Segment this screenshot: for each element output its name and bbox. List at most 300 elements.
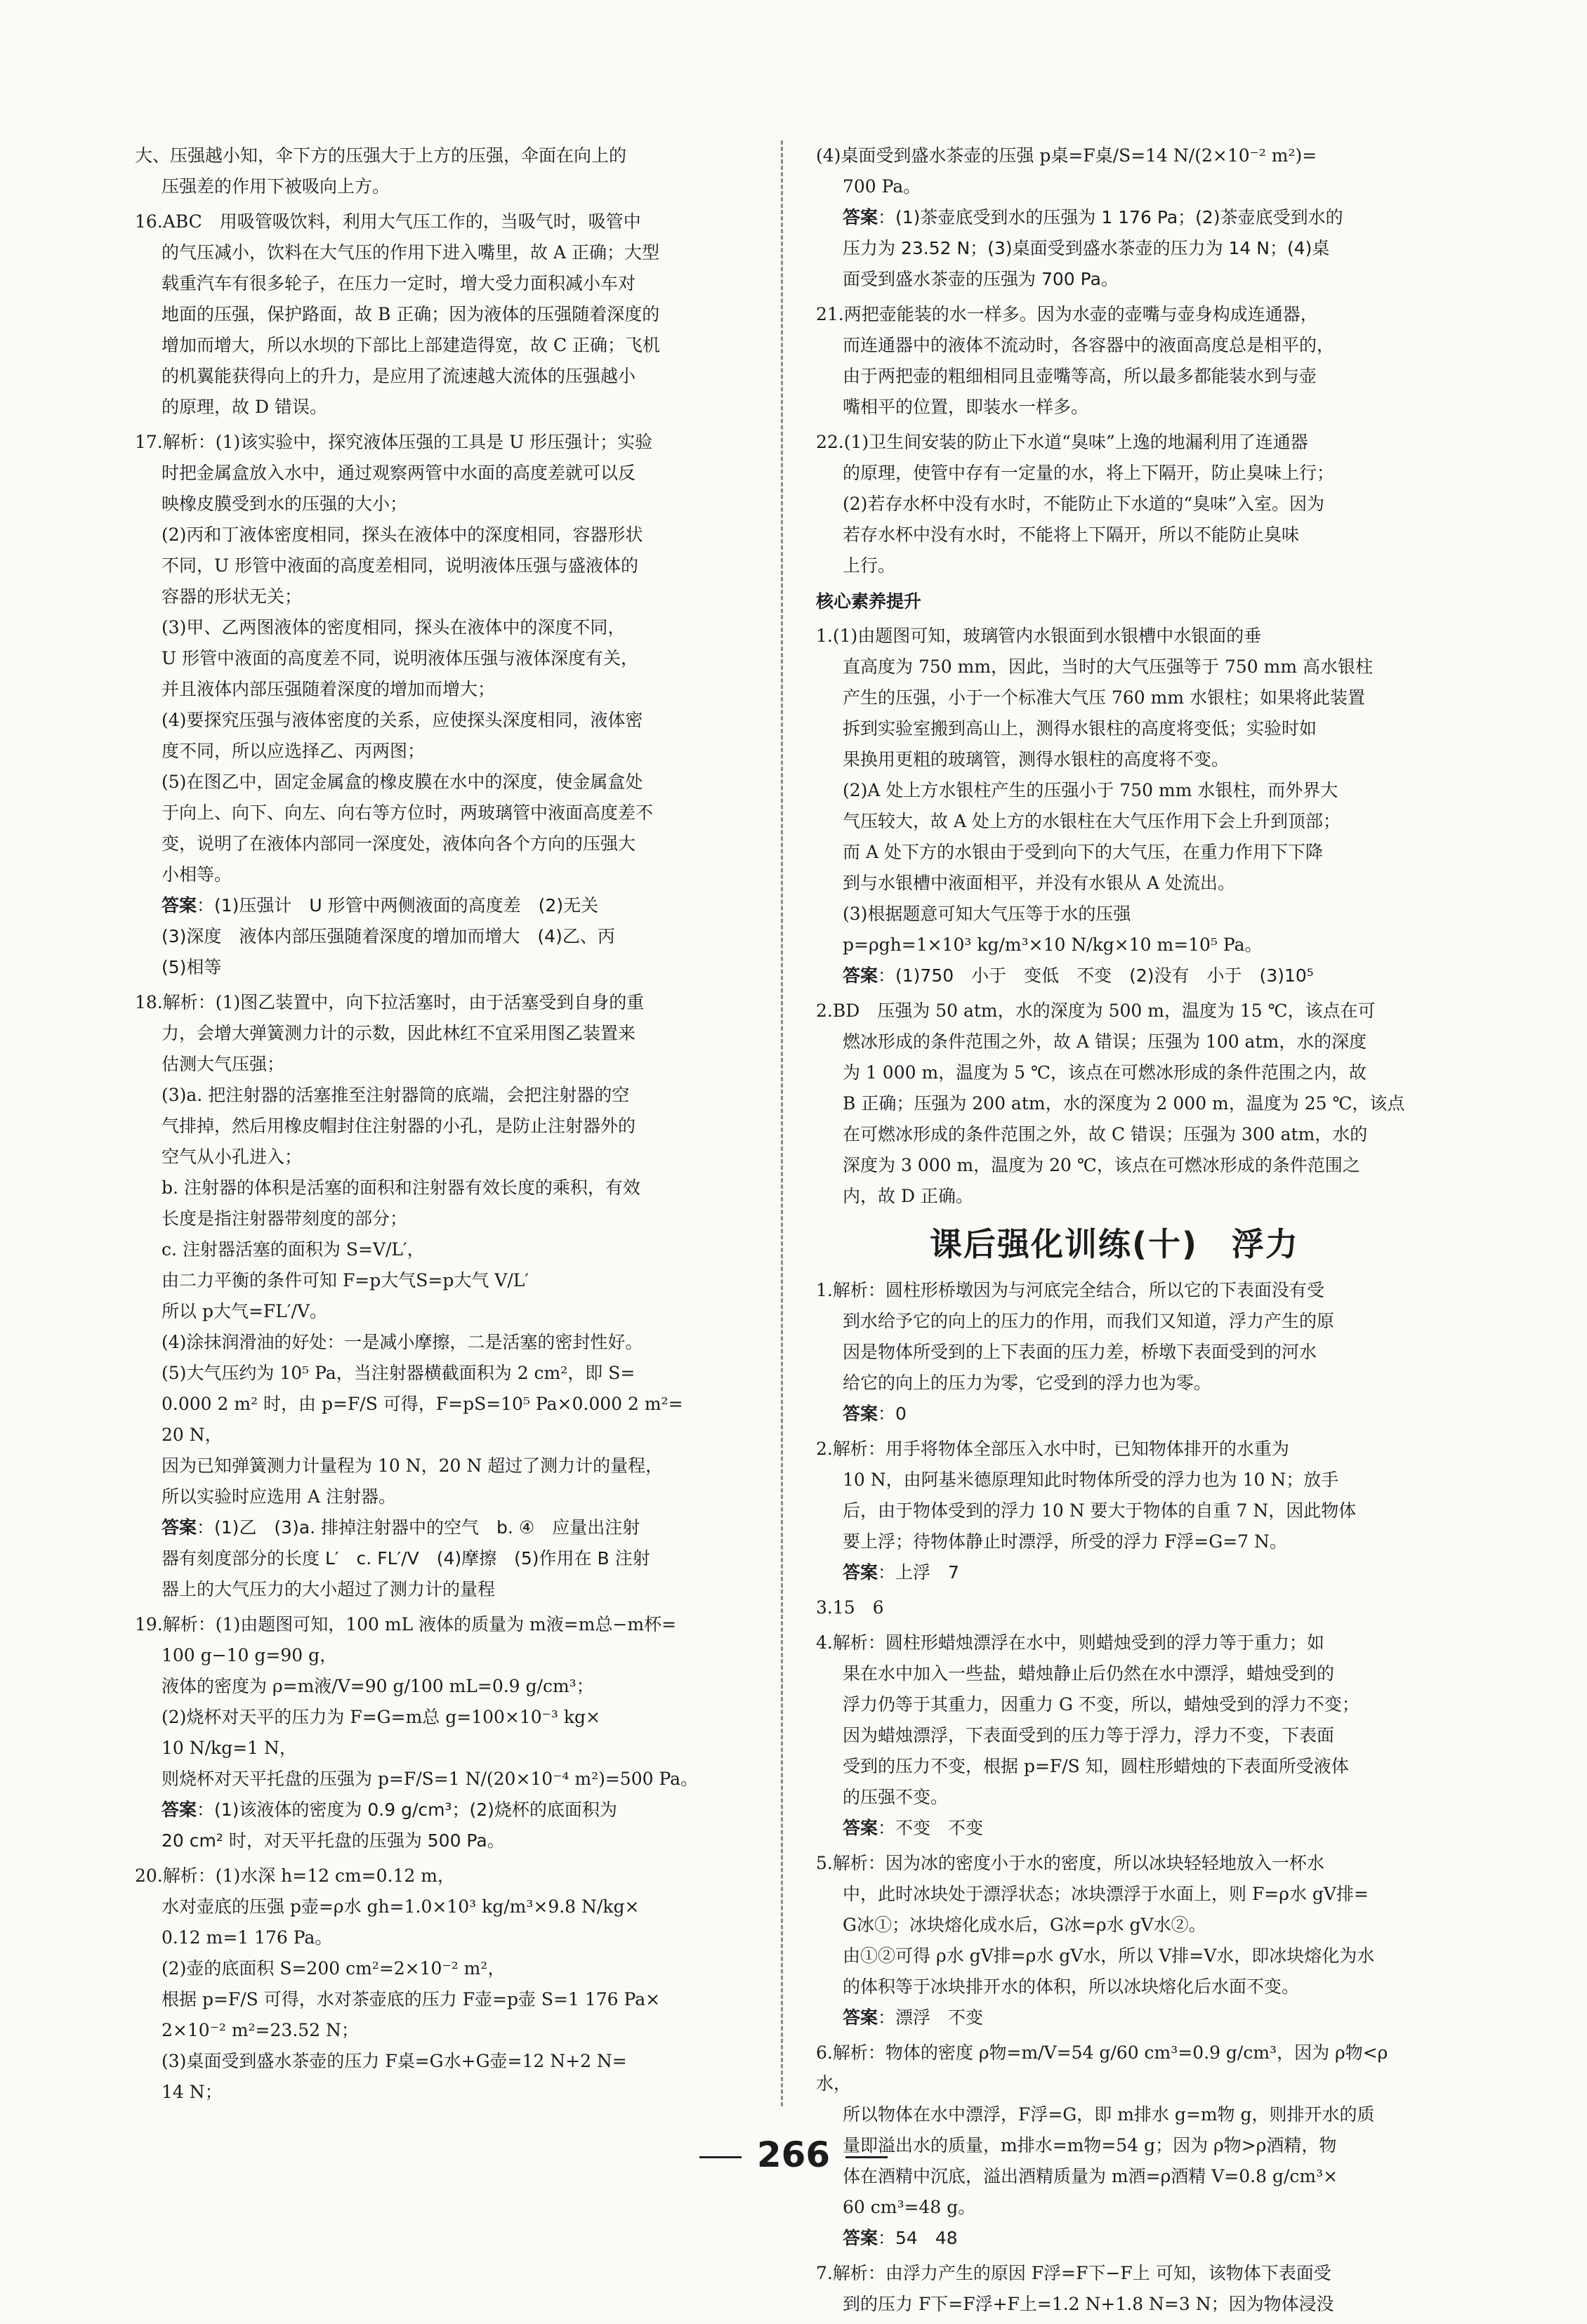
answer-line (135, 1543, 749, 1574)
answer-label: 答案 (843, 207, 878, 227)
line-text: 所以 p大气=FL′/V。 (162, 1301, 327, 1321)
line-text: 到的压力 F下=F浮+F上=1.2 N+1.8 N=3 N；因为物体浸没 (843, 2294, 1334, 2314)
item-number: 16. (135, 211, 163, 232)
line-text: 100 g−10 g=90 g， (162, 1645, 338, 1665)
answer-line (816, 202, 1413, 233)
dash-right (845, 2156, 888, 2158)
item-line (135, 987, 749, 1018)
line-text: 为 1 000 m，温度为 5 ℃，该点在可燃冰形成的条件范围之内，故 (843, 1062, 1367, 1083)
answer-line (135, 890, 749, 921)
item-line (816, 140, 1413, 171)
item-line (816, 652, 1413, 682)
line-text: 到水给予它的向上的压力的作用，而我们又知道，浮力产生的原 (843, 1311, 1335, 1331)
item-line (816, 361, 1413, 392)
line-text: 的原理，故 D 错误。 (162, 397, 327, 417)
answer-label: 答案 (843, 965, 878, 986)
item-line (816, 744, 1413, 775)
item-line (135, 489, 749, 520)
item-line (135, 674, 749, 705)
item-line (135, 1702, 749, 1733)
line-text: 因是物体所受到的上下表面的压力差，桥墩下表面受到的河水 (843, 1342, 1317, 1362)
right-core-block (816, 621, 1413, 1212)
line-text: 0.000 2 m² 时，由 p=F/S 可得，F=pS=10⁵ Pa×0.000 2 m²= (162, 1394, 683, 1414)
line-text: 14 N； (162, 2082, 223, 2102)
item-line (816, 868, 1413, 899)
line-text: 后，由于物体受到的浮力 10 N 要大于物体的自重 7 N，因此物体 (843, 1500, 1357, 1521)
answer-label: 答案 (843, 1562, 878, 1583)
answer-text: 器有刻度部分的长度 L′ c. FL′/V (4)摩擦 (5)作用在 B 注射 (162, 1548, 650, 1569)
item-line (816, 171, 1413, 202)
item-line (135, 612, 749, 643)
question-item (135, 1609, 749, 1856)
line-text: ：因为冰的密度小于水的密度，所以冰块轻轻地放入一杯水 (867, 1853, 1324, 1873)
answer-text: ：0 (878, 1404, 907, 1424)
analysis-label: 解析 (832, 1280, 868, 1300)
question-item (816, 299, 1413, 423)
answer-text: ：(1)茶壶底受到水的压强为 1 176 Pa；(2)茶壶底受到水的 (878, 207, 1343, 227)
line-text: ：物体的密度 ρ物=m/V=54 g/60 cm³=0.9 g/cm³，因为 ρ物<ρ水， (816, 2042, 1388, 2094)
item-line (816, 1848, 1413, 1879)
line-text: (4)涂抹润滑油的好处：一是减小摩擦，二是活塞的密封性好。 (162, 1332, 643, 1352)
item-number: 21. (816, 304, 844, 324)
line-text: 地面的压强，保护路面，故 B 正确；因为液体的压强随着深度的 (162, 304, 660, 324)
item-line (135, 427, 749, 458)
item-line (816, 621, 1413, 652)
item-line (816, 427, 1413, 458)
line-text: (3)桌面受到盛水茶壶的压力 F桌=G水+G壶=12 N+2 N= (162, 2051, 627, 2071)
item-line (816, 930, 1413, 960)
item-line (135, 1080, 749, 1111)
line-text: 度不同，所以应选择乙、丙两图； (162, 741, 426, 761)
question-item (135, 140, 749, 202)
line-text: 到与水银槽中液面相平，并没有水银从 A 处流出。 (843, 873, 1235, 893)
item-number: 4. (816, 1632, 833, 1653)
line-text: 直高度为 750 mm，因此，当时的大气压强等于 750 mm 高水银柱 (843, 656, 1373, 677)
line-text: 的机翼能获得向上的升力，是应用了流速越大流体的压强越小 (162, 366, 636, 386)
item-line (816, 489, 1413, 520)
answer-line (135, 1512, 749, 1543)
line-text: 液体的密度为 ρ=m液/V=90 g/100 mL=0.9 g/cm³； (162, 1676, 594, 1696)
item-line (816, 713, 1413, 744)
analysis-label: 解析 (162, 1614, 198, 1635)
item-line (135, 1733, 749, 1764)
line-text: 受到的压力不变，根据 p=F/S 知，圆柱形蜡烛的下表面所受液体 (843, 1756, 1349, 1776)
item-line (135, 1358, 749, 1389)
line-text: ：(1)图乙装置中，向下拉活塞时，由于活塞受到自身的重 (197, 992, 645, 1012)
right-top-block (816, 140, 1413, 581)
analysis-label: 解析 (832, 1632, 868, 1653)
answer-line (135, 1795, 749, 1825)
item-line (135, 1389, 749, 1420)
question-item (816, 1592, 1413, 1623)
item-line (816, 1628, 1413, 1658)
item-line (135, 1049, 749, 1080)
item-line (816, 1306, 1413, 1337)
line-text: 时把金属盒放入水中，通过观察两管中水面的高度差就可以反 (162, 463, 636, 483)
item-line (816, 2192, 1413, 2223)
item-line (135, 2046, 749, 2077)
item-line (135, 1922, 749, 1953)
question-item (816, 140, 1413, 295)
line-text: 体在酒精中沉底，溢出酒精质量为 m酒=ρ酒精 V=0.8 g/cm³× (843, 2166, 1338, 2186)
item-line (135, 1451, 749, 1481)
item-line (135, 581, 749, 612)
line-text: b. 注射器的体积是活塞的面积和注射器有效长度的乘积，有效 (162, 1177, 640, 1198)
answer-line (816, 264, 1413, 295)
line-text: 小相等。 (162, 864, 232, 885)
line-text: 深度为 3 000 m，温度为 20 ℃，该点在可燃冰形成的条件范围之 (843, 1155, 1360, 1175)
line-text: (2)烧杯对天平的压力为 F=G=m总 g=100×10⁻³ kg× (162, 1707, 600, 1727)
answer-label: 答案 (843, 2007, 878, 2028)
item-line (816, 330, 1413, 361)
item-line (135, 1420, 749, 1451)
line-text: 水对壶底的压强 p壶=ρ水 gh=1.0×10³ kg/m³×9.8 N/kg× (162, 1896, 640, 1917)
item-line (135, 1671, 749, 1702)
right-column (816, 140, 1413, 2324)
page-number-row (0, 2134, 1587, 2175)
item-line (816, 1496, 1413, 1526)
item-number: 1. (816, 1280, 833, 1300)
item-line (135, 268, 749, 299)
answer-line (135, 921, 749, 952)
item-line (816, 1465, 1413, 1496)
line-text: B 正确；压强为 200 atm，水的深度为 2 000 m，温度为 25 ℃，该点 (843, 1093, 1405, 1114)
answer-text: ：上浮 7 (878, 1562, 959, 1583)
line-text: 因为已知弹簧测力计量程为 10 N，20 N 超过了测力计的量程， (162, 1455, 664, 1476)
line-text: (4)桌面受到盛水茶壶的压强 p桌=F桌/S=14 N/(2×10⁻² m²)= (816, 145, 1317, 166)
answer-line (816, 1557, 1413, 1588)
line-text: ：(1)水深 h=12 cm=0.12 m， (197, 1866, 455, 1886)
line-text: 上行。 (843, 555, 896, 576)
line-text: 大、压强越小知，伞下方的压强大于上方的压强，伞面在向上的 (135, 145, 627, 166)
item-line (135, 171, 749, 202)
answer-label: 答案 (162, 895, 197, 916)
item-line (135, 1984, 749, 2015)
answer-text: ：(1)750 小于 变低 不变 (2)没有 小于 (3)10⁵ (878, 965, 1314, 986)
analysis-label: 解析 (162, 432, 198, 452)
line-text: 因为蜡烛漂浮，下表面受到的压力等于浮力，浮力不变，下表面 (843, 1725, 1335, 1745)
answer-text: ：(1)乙 (3)a. 排掉注射器中的空气 b. ④ 应量出注射 (197, 1517, 640, 1538)
item-number: 17. (135, 432, 163, 452)
answer-line (816, 1399, 1413, 1430)
analysis-label: 解析 (162, 1866, 198, 1886)
section-title: 课后强化训练(十) 浮力 (929, 1225, 1300, 1263)
line-text: 变，说明了在液体内部同一深度处，液体向各个方向的压强大 (162, 833, 636, 854)
line-text: (4)要探究压强与液体密度的关系，应使探头深度相同，液体密 (162, 710, 643, 730)
line-text: 力，会增大弹簧测力计的示数，因此林红不宜采用图乙装置来 (162, 1023, 636, 1043)
question-item (816, 1848, 1413, 2033)
item-line (816, 1181, 1413, 1212)
line-text: 载重汽车有很多轮子，在压力一定时，增大受力面积减小车对 (162, 273, 636, 293)
item-number: 5. (816, 1853, 833, 1873)
item-number: 22. (816, 432, 844, 452)
item-line (135, 1327, 749, 1358)
item-line (135, 1953, 749, 1984)
item-line (816, 1088, 1413, 1119)
line-text: (3)根据题意可知大气压等于水的压强 (843, 904, 1131, 924)
item-line (135, 798, 749, 828)
question-item (816, 1434, 1413, 1588)
question-item (816, 2258, 1413, 2320)
line-text: (5)大气压约为 10⁵ Pa，当注射器横截面积为 2 cm²，即 S= (162, 1363, 636, 1383)
item-line (135, 2015, 749, 2046)
item-line (135, 237, 749, 268)
line-text: 由于两把壶的粗细相同且壶嘴等高，所以最多都能装水到与壶 (843, 366, 1317, 386)
line-text: 于向上、向下、向左、向右等方位时，两玻璃管中液面高度差不 (162, 803, 654, 823)
item-line (135, 550, 749, 581)
item-line (816, 1337, 1413, 1368)
item-line (816, 1658, 1413, 1689)
item-line (816, 2099, 1413, 2130)
answer-text: ：54 48 (878, 2228, 958, 2248)
item-line (816, 1026, 1413, 1057)
analysis-label: 解析 (832, 1439, 868, 1459)
item-line (816, 1910, 1413, 1941)
line-text: 在可燃冰形成的条件范围之外，故 C 错误；压强为 300 atm，水的 (843, 1124, 1368, 1144)
item-line (816, 2258, 1413, 2289)
item-line (816, 1720, 1413, 1751)
line-text: 不同，U 形管中液面的高度差相同，说明液体压强与盛液体的 (162, 555, 639, 576)
item-line (816, 1592, 1413, 1623)
line-text: 60 cm³=48 g。 (843, 2197, 976, 2217)
answer-text: 20 cm² 时，对天平托盘的压强为 500 Pa。 (162, 1830, 505, 1851)
answer-text: ：(1)该液体的密度为 0.9 g/cm³；(2)烧杯的底面积为 (197, 1800, 617, 1820)
line-text: 根据 p=F/S 可得，水对茶壶底的压力 F壶=p壶 S=1 176 Pa× (162, 1989, 661, 2009)
line-text: 所以实验时应选用 A 注射器。 (162, 1486, 396, 1507)
line-text: (2)丙和丁液体密度相同，探头在液体中的深度相同，容器形状 (162, 524, 643, 545)
item-line (816, 806, 1413, 837)
item-number: 2. (816, 1439, 833, 1459)
question-item (816, 1628, 1413, 1844)
question-item (135, 987, 749, 1605)
item-line (816, 1879, 1413, 1910)
item-line (135, 643, 749, 674)
answer-text: (5)相等 (162, 957, 222, 977)
item-line (135, 1764, 749, 1795)
line-text: c. 注射器活塞的面积为 S=V/L′， (162, 1239, 425, 1260)
item-line (135, 206, 749, 237)
item-number: 18. (135, 992, 163, 1012)
item-line (135, 828, 749, 859)
answer-text: ：不变 不变 (878, 1818, 984, 1838)
line-text: (1)由题图可知，玻璃管内水银面到水银槽中水银面的垂 (832, 626, 1262, 646)
item-line (816, 458, 1413, 489)
item-line (135, 1265, 749, 1296)
line-text: 产生的压强，小于一个标准大气压 760 mm 水银柱；如果将此装置 (843, 687, 1365, 708)
dash-left (699, 2156, 742, 2158)
item-line (135, 1640, 749, 1671)
item-line (135, 1018, 749, 1049)
item-line (135, 299, 749, 330)
line-text: 由二力平衡的条件可知 F=p大气S=p大气 V/L′ (162, 1270, 529, 1290)
line-text: 气压较大，故 A 处上方的水银柱在大气压作用下会上升到顶部； (843, 811, 1341, 831)
item-line (135, 520, 749, 550)
line-text: 0.12 m=1 176 Pa。 (162, 1927, 333, 1948)
answer-line (135, 1574, 749, 1605)
line-text: 的原理，使管中存有一定量的水，将上下隔开，防止臭味上行； (843, 463, 1335, 483)
line-text: ：(1)由题图可知，100 mL 液体的质量为 m液=m总−m杯= (197, 1614, 677, 1635)
question-item (135, 1861, 749, 2108)
answer-text: 器上的大气压力的大小超过了测力计的量程 (162, 1579, 496, 1599)
item-line (135, 1203, 749, 1234)
line-text: 容器的形状无关； (162, 586, 303, 607)
answer-text: 压力为 23.52 N；(3)桌面受到盛水茶壶的压力为 14 N；(4)桌 (843, 238, 1330, 258)
item-line (816, 1057, 1413, 1088)
item-line (135, 1173, 749, 1203)
answer-label: 答案 (843, 1818, 878, 1838)
item-line (135, 1891, 749, 1922)
analysis-label: 解析 (832, 2042, 868, 2063)
item-line (816, 996, 1413, 1026)
item-line (816, 1119, 1413, 1150)
item-line (135, 2077, 749, 2108)
line-text: ABC 用吸管吸饮料，利用大气压工作的，当吸气时，吸管中 (162, 211, 641, 232)
question-item (816, 1275, 1413, 1430)
answer-label: 答案 (843, 1404, 878, 1424)
answer-label: 答案 (843, 2228, 878, 2248)
item-number: 2. (816, 1001, 833, 1021)
item-line (135, 705, 749, 736)
line-text: 拆到实验室搬到高山上，测得水银柱的高度将变低；实验时如 (843, 718, 1317, 739)
item-line (816, 299, 1413, 330)
line-text: 10 N，由阿基米德原理知此时物体所受的浮力也为 10 N；放手 (843, 1470, 1339, 1490)
answer-line (135, 1825, 749, 1856)
core-section-label: 核心素养提升 (816, 591, 922, 612)
line-text: 燃冰形成的条件范围之外，故 A 错误；压强为 100 atm，水的深度 (843, 1031, 1367, 1052)
answer-text: (3)深度 液体内部压强随着深度的增加而增大 (4)乙、丙 (162, 926, 615, 946)
item-line (135, 736, 749, 767)
line-text: 气排掉，然后用橡皮帽封住注射器的小孔，是防止注射器外的 (162, 1116, 636, 1136)
question-item (816, 621, 1413, 991)
page-number: 266 (756, 2134, 831, 2175)
line-text: 长度是指注射器带刻度的部分； (162, 1208, 408, 1229)
line-text: 果在水中加入一些盐，蜡烛静止后仍然在水中漂浮，蜡烛受到的 (843, 1663, 1335, 1684)
line-text: 由①②可得 ρ水 gV排=ρ水 gV水，所以 V排=V水，即冰块熔化为水 (843, 1946, 1375, 1966)
item-line (816, 682, 1413, 713)
answer-label: 答案 (162, 1517, 197, 1538)
line-text: 2×10⁻² m²=23.52 N； (162, 2020, 359, 2040)
line-text: G冰①；冰块熔化成水后，G冰=ρ水 gV水②。 (843, 1915, 1206, 1935)
item-line (816, 520, 1413, 550)
item-line (816, 1150, 1413, 1181)
analysis-label: 解析 (832, 2263, 868, 2283)
item-line (816, 1972, 1413, 2002)
item-line (816, 1434, 1413, 1465)
line-text: 浮力仍等于其重力，因重力 G 不变，所以，蜡烛受到的浮力不变； (843, 1694, 1359, 1715)
answer-line (816, 233, 1413, 264)
line-text: 要上浮；待物体静止时漂浮，所受的浮力 F浮=G=7 N。 (843, 1531, 1287, 1552)
line-text: p=ρgh=1×10³ kg/m³×10 N/kg×10 m=10⁵ Pa。 (843, 935, 1263, 955)
item-line (816, 1941, 1413, 1972)
column-divider (781, 140, 783, 2106)
line-text: ：由浮力产生的原因 F浮=F下−F上 可知，该物体下表面受 (867, 2263, 1331, 2283)
line-text: 15 6 (832, 1597, 884, 1618)
line-text: 量即溢出水的质量，m排水=m物=54 g；因为 ρ物>ρ酒精，物 (843, 2135, 1337, 2155)
line-text: 则烧杯对天平托盘的压强为 p=F/S=1 N/(20×10⁻⁴ m²)=500 Pa。 (162, 1769, 699, 1789)
answer-line (135, 952, 749, 983)
line-text: 空气从小孔进入； (162, 1147, 303, 1167)
item-line (135, 392, 749, 423)
item-line (816, 392, 1413, 423)
question-item (816, 427, 1413, 581)
item-line (135, 1111, 749, 1142)
item-number: 1. (816, 626, 833, 646)
left-column (135, 140, 749, 2112)
item-number: 20. (135, 1866, 163, 1886)
line-text: ：(1)该实验中，探究液体压强的工具是 U 形压强计；实验 (197, 432, 653, 452)
item-line (135, 1142, 749, 1173)
answer-line (816, 960, 1413, 991)
item-line (135, 1861, 749, 1891)
item-line (816, 1526, 1413, 1557)
line-text: (3)甲、乙两图液体的密度相同，探头在液体中的深度不同， (162, 617, 626, 638)
line-text: 给它的向上的压力为零，它受到的浮力也为零。 (843, 1373, 1212, 1393)
item-line (135, 859, 749, 890)
line-text: (2)A 处上方水银柱产生的压强小于 750 mm 水银柱，而外界大 (843, 780, 1338, 800)
answer-text: 面受到盛水茶壶的压强为 700 Pa。 (843, 269, 1119, 289)
line-text: 700 Pa。 (843, 176, 921, 197)
line-text: (2)若存水杯中没有水时，不能防止下水道的“臭味”入室。因为 (843, 494, 1324, 514)
line-text: BD 压强为 50 atm，水的深度为 500 m，温度为 15 ℃，该点在可 (832, 1001, 1376, 1021)
analysis-label: 解析 (162, 992, 198, 1012)
line-text: 嘴相平的位置，即装水一样多。 (843, 397, 1089, 417)
line-text: 若存水杯中没有水时，不能将上下隔开，所以不能防止臭味 (843, 524, 1300, 545)
line-text: ：用手将物体全部压入水中时，已知物体排开的水重为 (867, 1439, 1289, 1459)
item-line (816, 1782, 1413, 1813)
item-line (816, 1751, 1413, 1782)
answer-text: ：漂浮 不变 (878, 2007, 984, 2028)
line-text: 压强差的作用下被吸向上方。 (162, 176, 390, 197)
item-line (816, 1689, 1413, 1720)
line-text: (5)在图乙中，固定金属盒的橡皮膜在水中的深度，使金属盒处 (162, 772, 643, 792)
item-line (816, 775, 1413, 806)
item-line (135, 1481, 749, 1512)
line-text: 估测大气压强； (162, 1054, 285, 1074)
item-line (135, 1234, 749, 1265)
item-line (816, 2289, 1413, 2320)
item-line (816, 2038, 1413, 2099)
item-number: 19. (135, 1614, 163, 1635)
line-text: ：圆柱形蜡烛漂浮在水中，则蜡烛受到的浮力等于重力；如 (867, 1632, 1324, 1653)
line-text: 增加而增大，所以水坝的下部比上部建造得宽，故 C 正确；飞机 (162, 335, 661, 355)
item-line (816, 899, 1413, 930)
item-number: 3. (816, 1597, 833, 1618)
item-line (816, 550, 1413, 581)
line-text: 而 A 处下方的水银由于受到向下的大气压，在重力作用下下降 (843, 842, 1323, 862)
item-number: 6. (816, 2042, 833, 2063)
line-text: ：圆柱形桥墩因为与河底完全结合，所以它的下表面没有受 (867, 1280, 1324, 1300)
item-line (135, 140, 749, 171)
line-text: (1)卫生间安装的防止下水道“臭味”上逸的地漏利用了连通器 (843, 432, 1308, 452)
line-text: 映橡皮膜受到水的压强的大小； (162, 494, 408, 514)
line-text: 而连通器中的液体不流动时，各容器中的液面高度总是相平的， (843, 335, 1335, 355)
question-item (816, 996, 1413, 1212)
answer-line (816, 1813, 1413, 1844)
question-item (135, 427, 749, 983)
line-text: (2)壶的底面积 S=200 cm²=2×10⁻² m²， (162, 1958, 506, 1979)
answer-line (816, 2002, 1413, 2033)
line-text: 的气压减小，饮料在大气压的作用下进入嘴里，故 A 正确；大型 (162, 242, 659, 263)
item-line (135, 361, 749, 392)
line-text: 并且液体内部压强随着深度的增加而增大； (162, 679, 496, 699)
item-line (135, 767, 749, 798)
line-text: 所以物体在水中漂浮，F浮=G，即 m排水 g=m物 g，则排开水的质 (843, 2104, 1375, 2125)
item-number: 7. (816, 2263, 833, 2283)
item-line (816, 1368, 1413, 1399)
item-line (816, 837, 1413, 868)
line-text: 20 N， (162, 1425, 223, 1445)
item-line (135, 1296, 749, 1327)
